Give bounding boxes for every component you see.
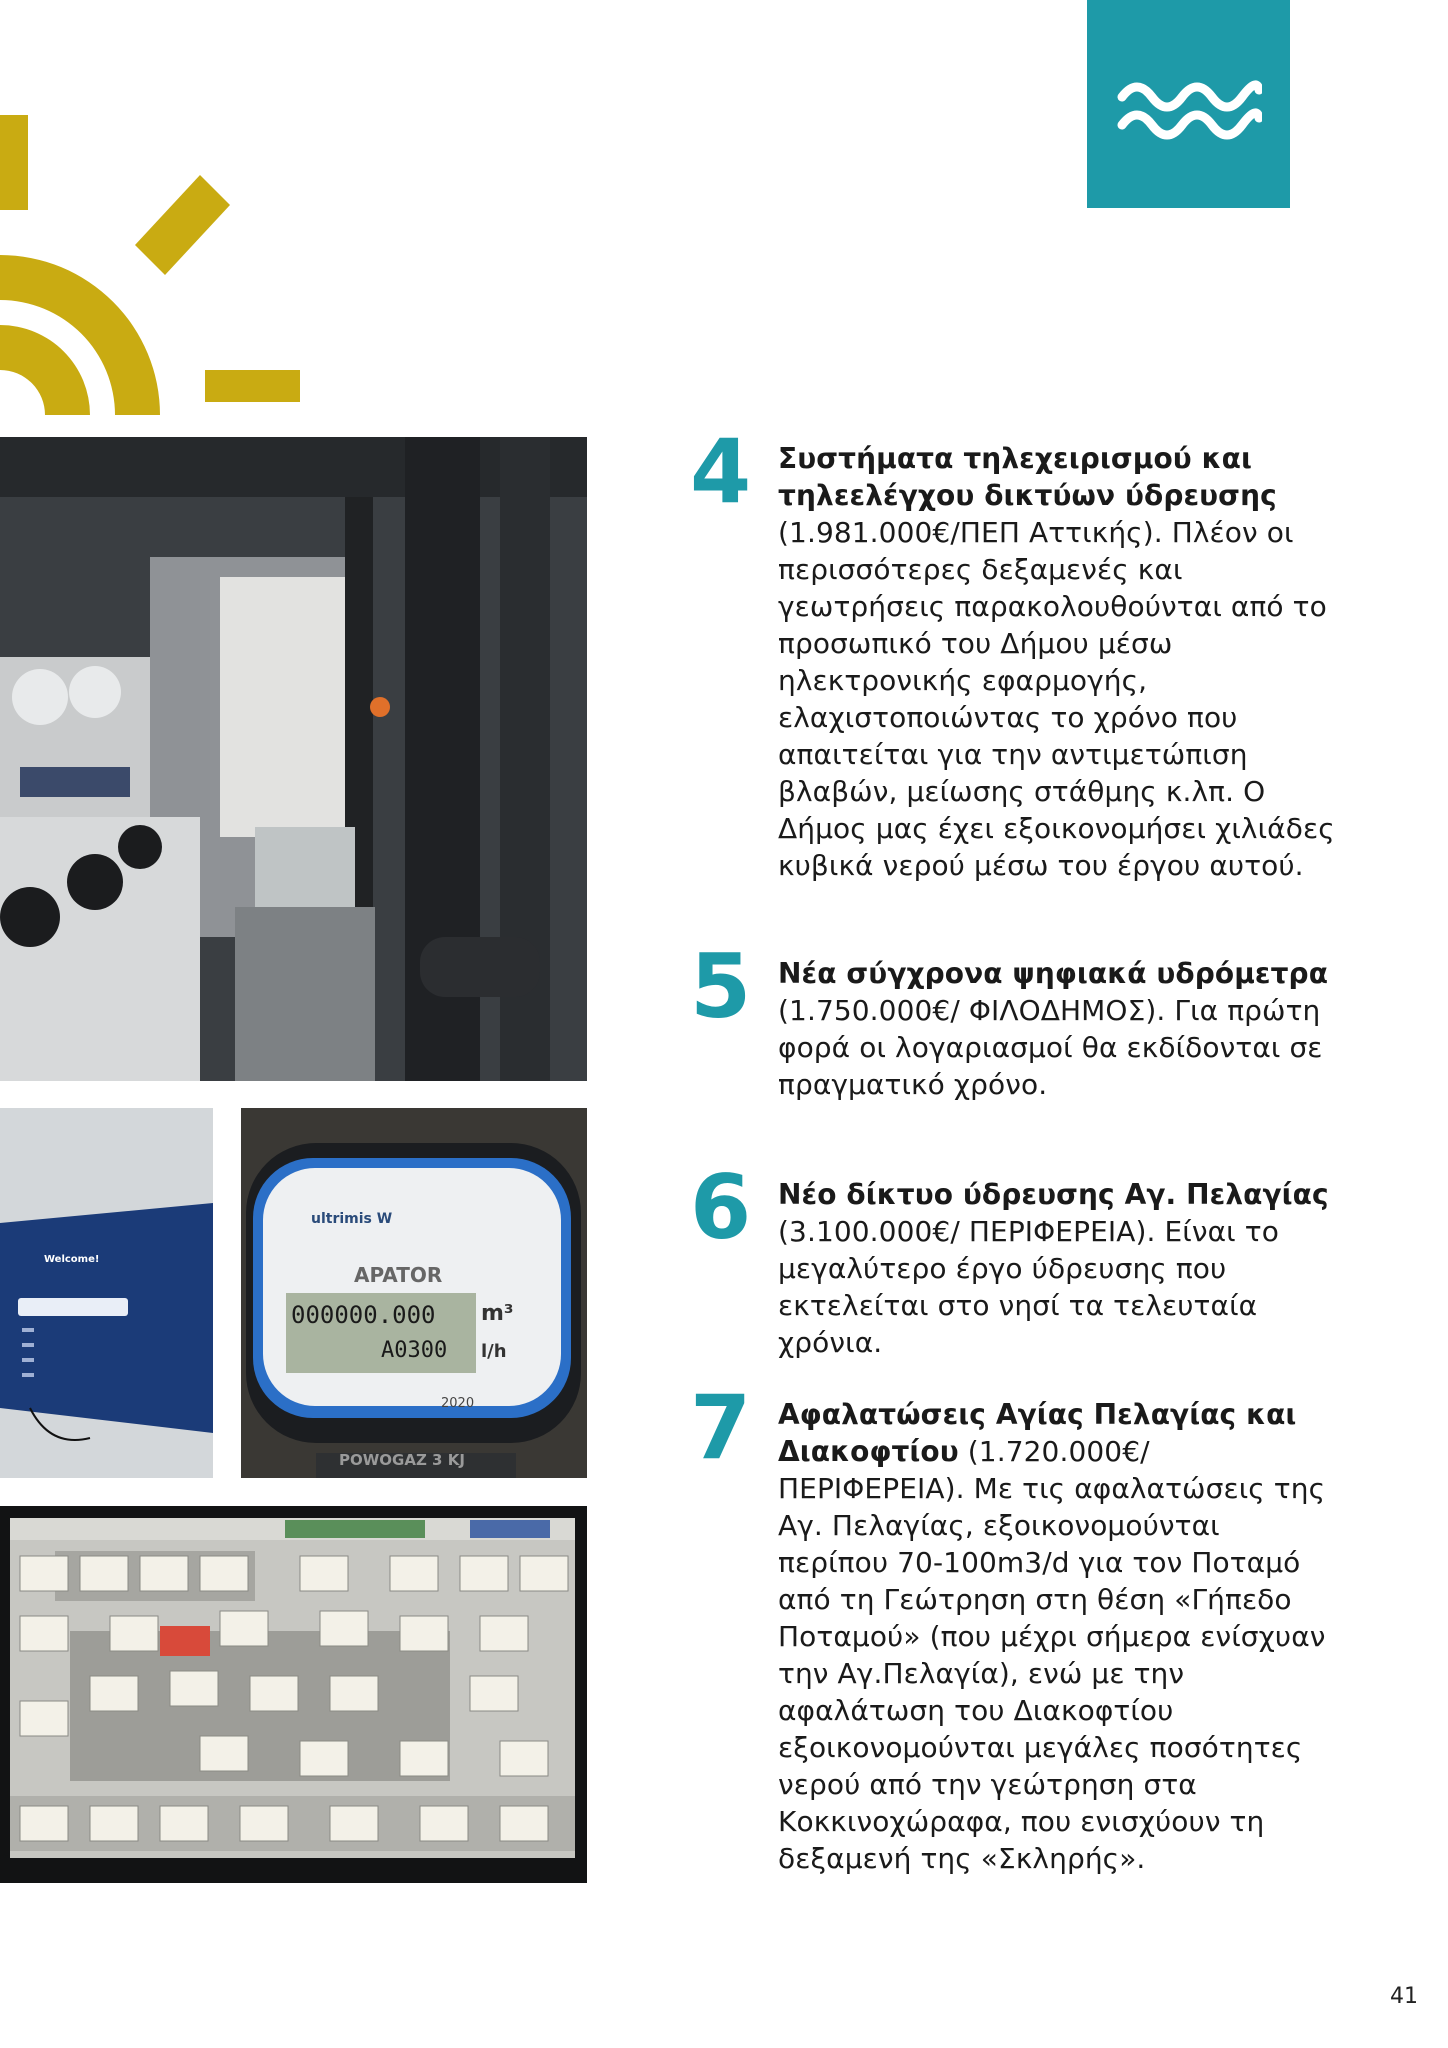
item-number: 7 bbox=[690, 1376, 752, 1479]
sun-logo bbox=[0, 115, 300, 415]
item-body bbox=[778, 440, 1338, 884]
item-title: Νέα σύγχρονα ψηφιακά υδρόμετρα bbox=[778, 957, 1329, 990]
meter-flow: A0300 bbox=[381, 1338, 448, 1363]
item-text: (1.720.000€/ ΠΕΡΙΦΕΡΕΙΑ). Με τις αφαλατώσεις της Αγ. Πελαγίας, εξοικονομούνται περίπου 70-100m3/d για τον Ποταμό από τη Γεώτρηση στη θέση «Γήπεδο Ποταμού» (που μέχρι σήμερα ενίσχυαν την Αγ.Πελαγία), ενώ με την αφαλάτωση του Διακοφτίου εξοικονομούνται μεγάλες ποσότητες νερού από την γεώτρηση στα Κοκκινοχώραφα, που ενισχύουν τη δεξαμενή της «Σκληρής». bbox=[778, 1435, 1326, 1875]
meter-footer: POWOGAZ 3 KJ bbox=[339, 1451, 465, 1469]
scada-monitor-photo bbox=[0, 1506, 587, 1883]
item-text: (1.750.000€/ ΦΙΛΟΔΗΜΟΣ). Για πρώτη φορά οι λογαριασμοί θα εκδίδονται σε πραγματικό χρόνο. bbox=[778, 994, 1323, 1101]
item-body bbox=[778, 1396, 1338, 1877]
item-body bbox=[778, 1176, 1338, 1361]
item-title: Συστήματα τηλεχειρισμού και τηλεελέγχου δικτύων ύδρευσης bbox=[778, 442, 1277, 512]
item-number: 5 bbox=[690, 935, 752, 1038]
meter-reading: 000000.000 bbox=[291, 1301, 436, 1329]
water-waves-badge bbox=[1087, 0, 1290, 208]
meter-unit-flow: l/h bbox=[481, 1341, 507, 1362]
welcome-text: Welcome! bbox=[44, 1254, 100, 1265]
item-body bbox=[778, 955, 1338, 1103]
meter-unit-volume: m³ bbox=[481, 1301, 514, 1326]
welcome-screen-photo bbox=[0, 1108, 213, 1478]
meter-model: ultrimis W bbox=[311, 1211, 393, 1227]
water-meter-photo bbox=[241, 1108, 587, 1478]
meter-year: 2020 bbox=[441, 1396, 475, 1411]
item-title: Νέο δίκτυο ύδρευσης Αγ. Πελαγίας bbox=[778, 1178, 1329, 1211]
item-title: Αφαλατώσεις Αγίας Πελαγίας και Διακοφτίου bbox=[778, 1398, 1297, 1468]
item-number: 4 bbox=[690, 420, 752, 523]
treatment-plant-photo bbox=[0, 437, 587, 1081]
page-number: 41 bbox=[1390, 1984, 1418, 2009]
item-number: 6 bbox=[690, 1156, 752, 1259]
meter-brand: APATOR bbox=[354, 1263, 443, 1287]
item-text: (1.981.000€/ΠΕΠ Αττικής). Πλέον οι περισσότερες δεξαμενές και γεωτρήσεις παρακολουθούνται από το προσωπικό του Δήμου μέσω ηλεκτρονικής εφαρμογής, ελαχιστοποιώντας το χρόνο που απαιτείται για την αντιμετώπιση βλαβών, μείωσης στάθμης κ.λπ. Ο Δήμος μας έχει εξοικονομήσει χιλιάδες κυβικά νερού μέσω του έργου αυτού. bbox=[778, 516, 1335, 882]
waves-icon bbox=[1117, 75, 1262, 145]
item-text: (3.100.000€/ ΠΕΡΙΦΕΡΕΙΑ). Είναι το μεγαλύτερο έργο ύδρευσης που εκτελείται στο νησί τα τελευταία χρόνια. bbox=[778, 1215, 1279, 1359]
